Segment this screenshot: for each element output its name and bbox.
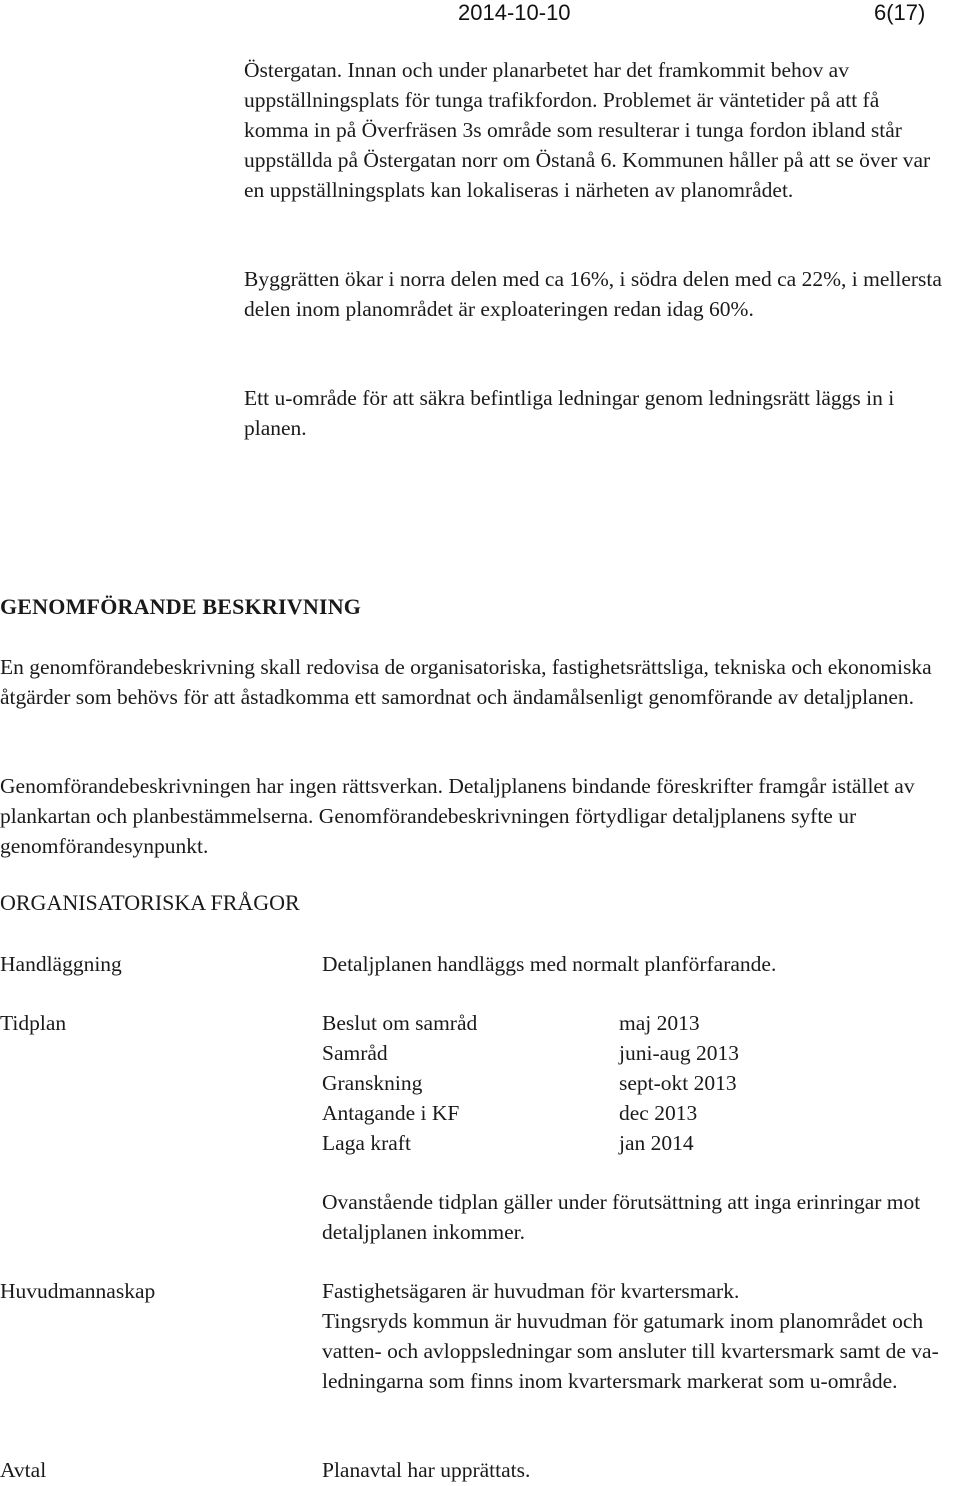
tidplan-date: maj 2013 — [619, 1011, 700, 1035]
avtal-text: Planavtal har upprättats. — [322, 1458, 531, 1482]
tidplan-row — [322, 1098, 822, 1128]
page-number: 6(17) — [874, 0, 926, 25]
tidplan-date: juni-aug 2013 — [619, 1041, 740, 1065]
section-paragraph-2: Genomförandebeskrivningen har ingen rättsverkan. Detaljplanens bindande föreskrifter framgår istället av plankartan och planbestämmelserna. Genomförandebeskrivningen förtydligar detaljplanens syfte ur genomförandesynpunkt. — [0, 774, 915, 858]
tidplan-event: Antagande i KF — [322, 1101, 460, 1125]
tidplan-event: Laga kraft — [322, 1131, 411, 1155]
avtal-label: Avtal — [0, 1458, 47, 1482]
tidplan-row — [322, 1068, 822, 1098]
org-heading: ORGANISATORISKA FRÅGOR — [0, 890, 300, 915]
page-header — [0, 0, 960, 36]
section-heading: GENOMFÖRANDE BESKRIVNING — [0, 594, 362, 619]
intro-paragraph-1: Östergatan. Innan och under planarbetet har det framkommit behov av uppställningsplats för tunga trafikfordon. Problemet är väntetider på att få komma in på Överfräsen 3s område som resulterar i tunga fordon ibland står uppställda på Östergatan norr om Östanå 6. Kommunen håller på att se över var en uppställningsplats kan lokaliseras i närheten av planområdet. — [244, 58, 931, 202]
tidplan-date: dec 2013 — [619, 1101, 698, 1125]
intro-paragraph-3: Ett u-område för att säkra befintliga ledningar genom ledningsrätt läggs in i planen. — [244, 386, 895, 440]
huvudmannaskap-line-2: Tingsryds kommun är huvudman för gatumark inom planområdet och vatten- och avloppsledningar som ansluter till kvartersmark samt de va-ledningarna som finns inom kvartersmark markerat som u-område. — [322, 1309, 939, 1393]
huvudmannaskap-label: Huvudmannaskap — [0, 1279, 156, 1303]
huvudmannaskap-line-1: Fastighetsägaren är huvudman för kvartersmark. — [322, 1279, 740, 1303]
intro-paragraph-2: Byggrätten ökar i norra delen med ca 16%, i södra delen med ca 22%, i mellersta delen inom planområdet är exploateringen redan idag 60%. — [244, 267, 942, 321]
section-paragraph-1: En genomförandebeskrivning skall redovisa de organisatoriska, fastighetsrättsliga, tekniska och ekonomiska åtgärder som behövs för att åstadkomma ett samordnat och ändamålsenligt genomförande av detaljplanen. — [0, 655, 932, 709]
handlaggning-label: Handläggning — [0, 952, 122, 976]
handlaggning-text: Detaljplanen handläggs med normalt planförfarande. — [322, 952, 777, 976]
tidplan-event: Beslut om samråd — [322, 1011, 478, 1035]
huvudmannaskap-text — [322, 1276, 942, 1396]
tidplan-event: Samråd — [322, 1041, 388, 1065]
tidplan-note: Ovanstående tidplan gäller under förutsättning att inga erinringar mot detaljplanen inkommer. — [322, 1190, 921, 1244]
tidplan-label: Tidplan — [0, 1011, 67, 1035]
tidplan-date: sept-okt 2013 — [619, 1071, 737, 1095]
tidplan-event: Granskning — [322, 1071, 423, 1095]
header-date: 2014-10-10 — [458, 0, 571, 25]
tidplan-row — [322, 1008, 822, 1038]
tidplan-row — [322, 1038, 822, 1068]
tidplan-date: jan 2014 — [619, 1131, 694, 1155]
tidplan-row — [322, 1128, 822, 1158]
